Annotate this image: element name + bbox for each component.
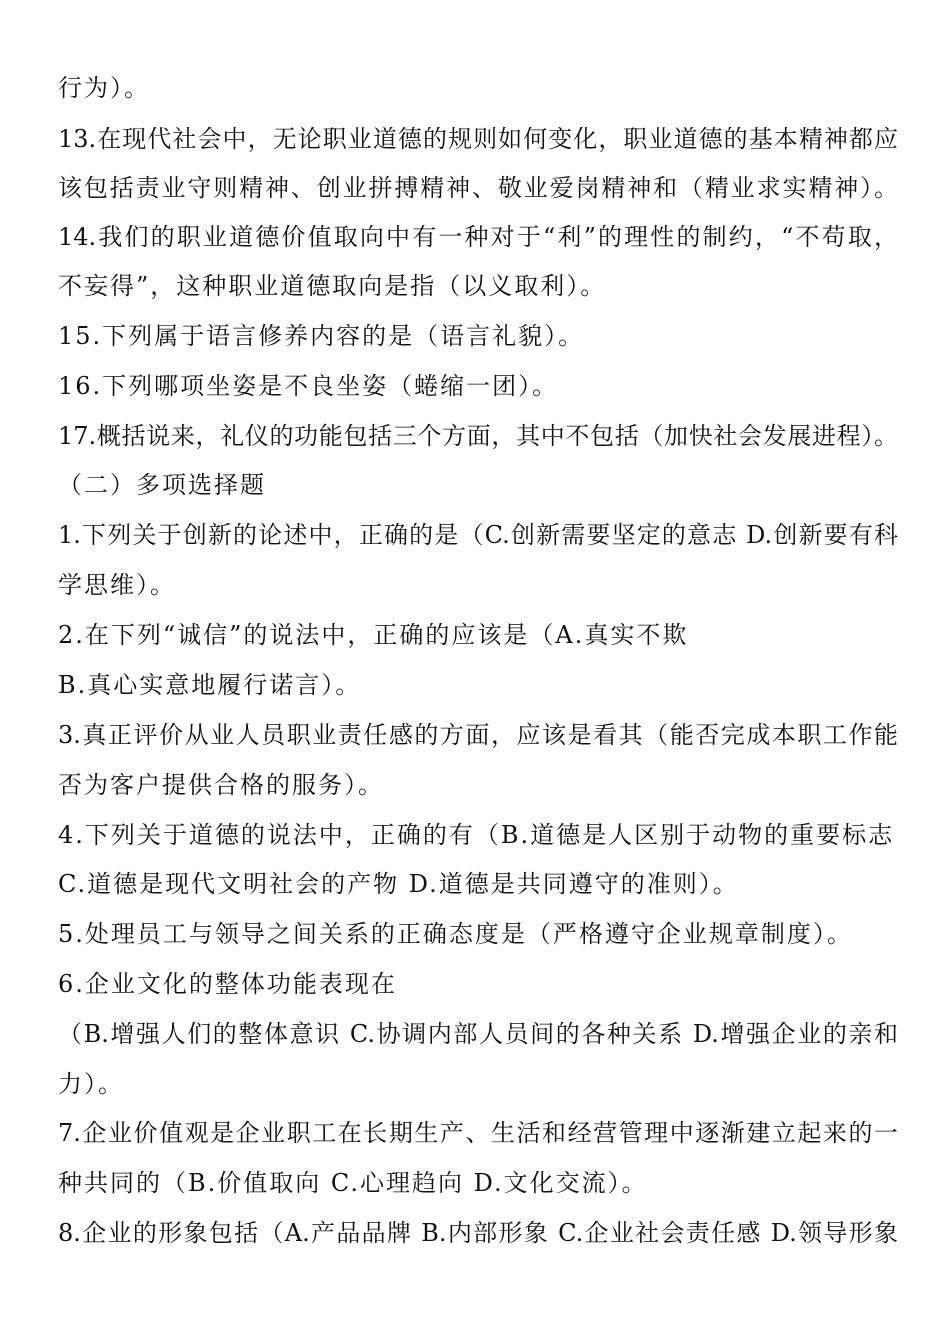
text-line: 8.企业的形象包括（A.产品品牌 B.内部形象 C.企业社会责任感 D.领导形象 <box>58 1219 898 1247</box>
text-line: 种共同的（B.价值取向 C.心理趋向 D.文化交流）。 <box>58 1169 648 1197</box>
text-line: 3.真正评价从业人员职业责任感的方面，应该是看其（能否完成本职工作能 <box>58 721 898 749</box>
text-line: 该包括责业守则精神、创业拼搏精神、敬业爱岗精神和（精业求实精神）。 <box>58 174 898 202</box>
text-line: 不妄得”，这种职业道德取向是指（以义取利）。 <box>58 272 607 300</box>
text-line: 6.企业文化的整体功能表现在 <box>58 970 397 998</box>
text-line: 行为）。 <box>58 74 150 102</box>
text-line: 4.下列关于道德的说法中，正确的有（B.道德是人区别于动物的重要标志 <box>58 821 895 849</box>
text-line: 16.下列哪项坐姿是不良坐姿（蜷缩一团）。 <box>58 372 559 400</box>
text-line: 14.我们的职业道德价值取向中有一种对于“利”的理性的制约，“不苟取， <box>58 223 898 251</box>
text-line: 17.概括说来，礼仪的功能包括三个方面，其中不包括（加快社会发展进程）。 <box>58 422 898 450</box>
section-heading: （二）多项选择题 <box>58 471 266 499</box>
text-line: 力）。 <box>58 1070 124 1098</box>
text-line: 2.在下列“诚信”的说法中，正确的应该是（A.真实不欺 <box>58 621 689 649</box>
text-line: 学思维）。 <box>58 571 176 599</box>
text-line: 1.下列关于创新的论述中，正确的是（C.创新需要坚定的意志 D.创新要有科 <box>58 521 898 549</box>
text-line: 13.在现代社会中，无论职业道德的规则如何变化，职业道德的基本精神都应 <box>58 125 898 153</box>
text-line: 否为客户提供合格的服务）。 <box>58 771 384 799</box>
text-line: C.道德是现代文明社会的产物 D.道德是共同遵守的准则）。 <box>58 870 739 898</box>
text-line: 7.企业价值观是企业职工在长期生产、生活和经营管理中逐渐建立起来的一 <box>58 1119 898 1147</box>
text-line: 15.下列属于语言修养内容的是（语言礼貌）。 <box>58 322 585 350</box>
text-line: B.真心实意地履行诺言）。 <box>58 671 362 699</box>
text-line: 5.处理员工与领导之间关系的正确态度是（严格遵守企业规章制度）。 <box>58 920 853 948</box>
text-line: （B.增强人们的整体意识 C.协调内部人员间的各种关系 D.增强企业的亲和 <box>58 1020 898 1048</box>
